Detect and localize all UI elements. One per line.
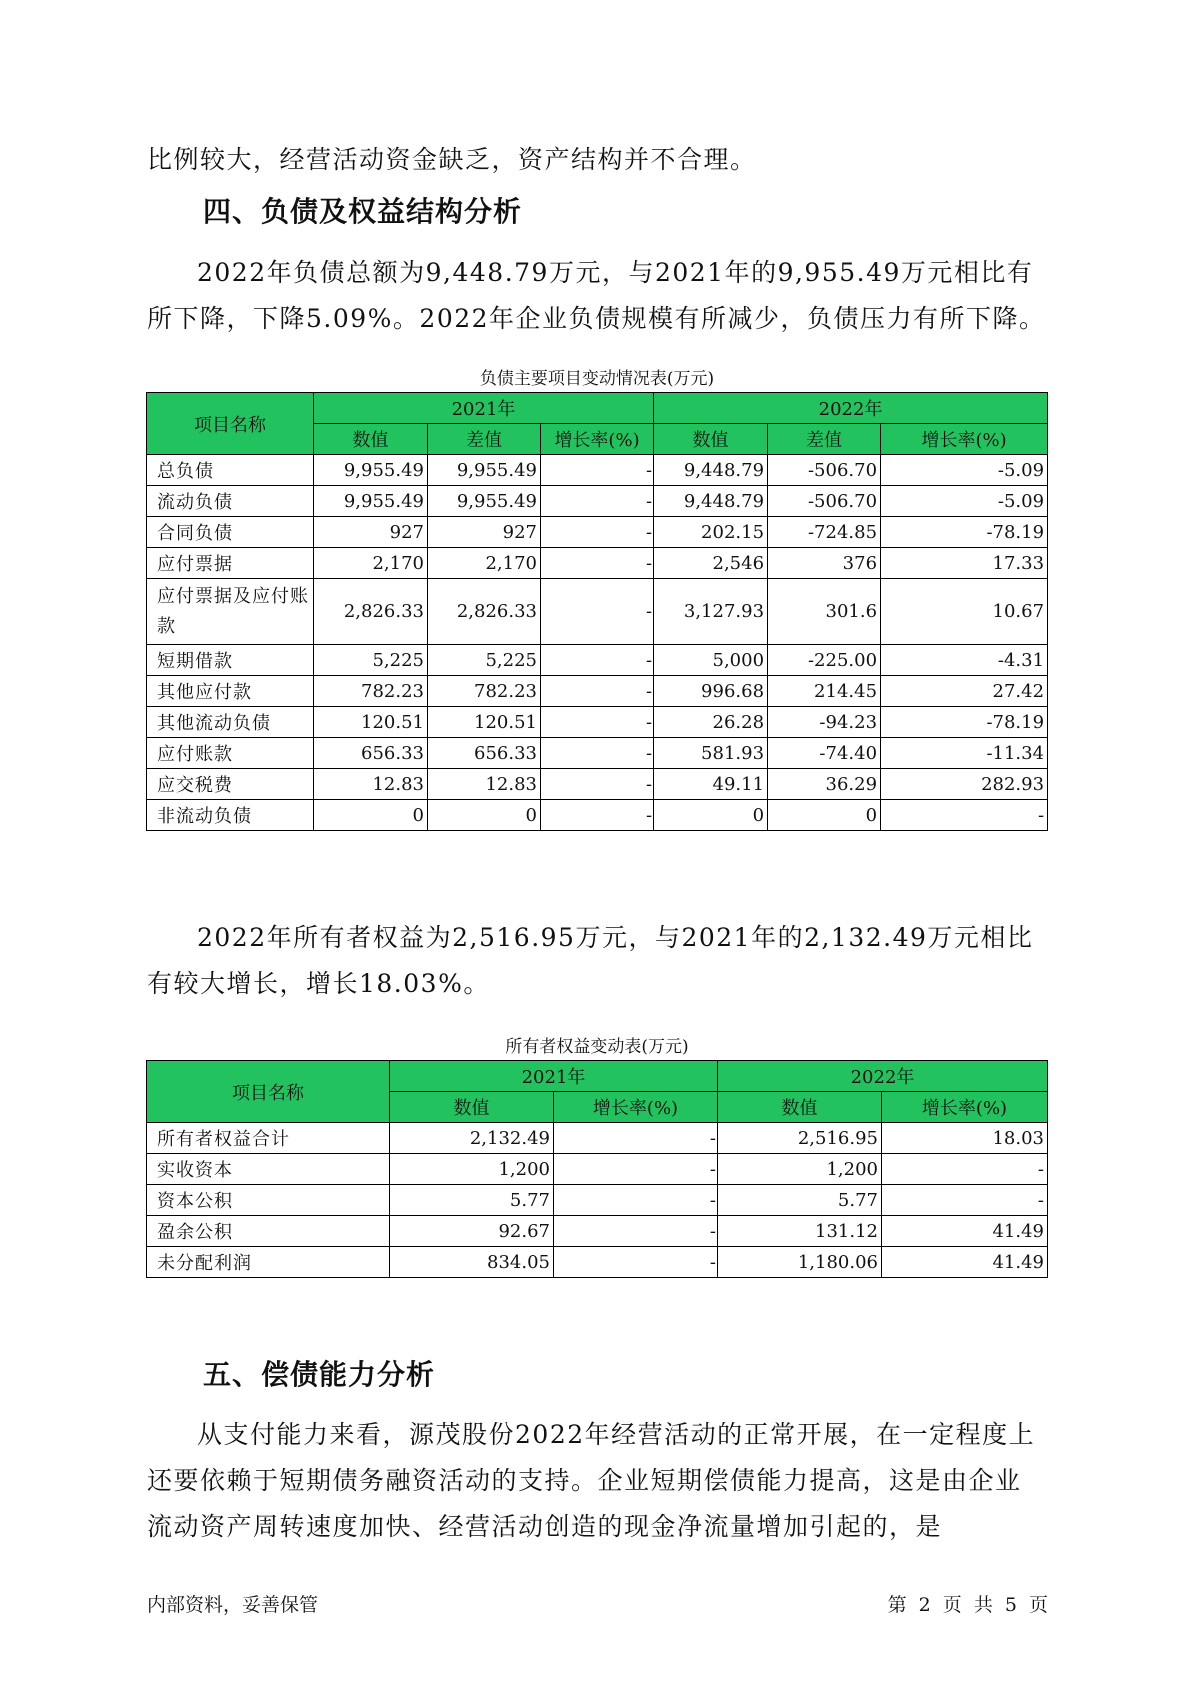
section-heading-liability-equity: 四、负债及权益结构分析 bbox=[203, 195, 523, 228]
cell-growth-2022: 18.03 bbox=[882, 1123, 1048, 1154]
paragraph-intro-tail: 比例较大，经营活动资金缺乏，资产结构并不合理。 bbox=[147, 145, 757, 174]
header-value-2021: 数值 bbox=[314, 424, 428, 455]
cell-diff-2022: -74.40 bbox=[768, 738, 881, 769]
header-year-2021: 2021年 bbox=[390, 1061, 718, 1092]
row-name: 合同负债 bbox=[147, 517, 314, 548]
cell-growth-2022: -11.34 bbox=[881, 738, 1048, 769]
cell-growth-2021: - bbox=[541, 769, 654, 800]
header-growth-2022: 增长率(%) bbox=[881, 424, 1048, 455]
row-name: 其他应付款 bbox=[147, 676, 314, 707]
table-row bbox=[147, 738, 1048, 769]
cell-growth-2021: - bbox=[554, 1247, 718, 1278]
cell-diff-2022: 36.29 bbox=[768, 769, 881, 800]
table-row bbox=[147, 676, 1048, 707]
cell-value-2021: 2,132.49 bbox=[390, 1123, 554, 1154]
row-name: 盈余公积 bbox=[147, 1216, 390, 1247]
cell-value-2022: 0 bbox=[654, 800, 768, 831]
cell-value-2022: 49.11 bbox=[654, 769, 768, 800]
cell-growth-2021: - bbox=[554, 1123, 718, 1154]
cell-value-2021: 2,826.33 bbox=[314, 579, 428, 645]
row-name: 总负债 bbox=[147, 455, 314, 486]
cell-value-2021: 120.51 bbox=[314, 707, 428, 738]
cell-value-2022: 581.93 bbox=[654, 738, 768, 769]
table-row bbox=[147, 800, 1048, 831]
cell-growth-2022: -5.09 bbox=[881, 455, 1048, 486]
cell-value-2022: 26.28 bbox=[654, 707, 768, 738]
cell-diff-2022: 376 bbox=[768, 548, 881, 579]
table-row bbox=[147, 645, 1048, 676]
equity-table bbox=[146, 1060, 1048, 1278]
paragraph-solvency: 从支付能力来看，源茂股份2022年经营活动的正常开展，在一定程度上还要依赖于短期债务融资活动的支持。企业短期偿债能力提高，这是由企业流动资产周转速度加快、经营活动创造的现金净流量增加引起的，是 bbox=[147, 1420, 1036, 1541]
header-value-2021: 数值 bbox=[390, 1092, 554, 1123]
cell-growth-2022: 10.67 bbox=[881, 579, 1048, 645]
cell-value-2021: 834.05 bbox=[390, 1247, 554, 1278]
row-name: 实收资本 bbox=[147, 1154, 390, 1185]
cell-value-2021: 12.83 bbox=[314, 769, 428, 800]
header-item-name: 项目名称 bbox=[147, 393, 314, 455]
cell-growth-2022: - bbox=[881, 800, 1048, 831]
table-row bbox=[147, 517, 1048, 548]
cell-value-2022: 1,200 bbox=[718, 1154, 882, 1185]
cell-diff-2021: 656.33 bbox=[428, 738, 541, 769]
cell-diff-2021: 782.23 bbox=[428, 676, 541, 707]
cell-diff-2021: 9,955.49 bbox=[428, 486, 541, 517]
cell-growth-2022: 41.49 bbox=[882, 1216, 1048, 1247]
cell-diff-2021: 2,170 bbox=[428, 548, 541, 579]
header-diff-2022: 差值 bbox=[768, 424, 881, 455]
cell-diff-2022: -225.00 bbox=[768, 645, 881, 676]
header-growth-2021: 增长率(%) bbox=[541, 424, 654, 455]
row-name: 应付票据及应付账款 bbox=[147, 579, 314, 645]
cell-value-2021: 92.67 bbox=[390, 1216, 554, 1247]
equity-table-caption: 所有者权益变动表(万元) bbox=[505, 1037, 689, 1057]
cell-growth-2022: -4.31 bbox=[881, 645, 1048, 676]
cell-value-2021: 782.23 bbox=[314, 676, 428, 707]
table-row bbox=[147, 579, 1048, 645]
cell-diff-2022: -506.70 bbox=[768, 486, 881, 517]
cell-diff-2022: -506.70 bbox=[768, 455, 881, 486]
cell-value-2021: 0 bbox=[314, 800, 428, 831]
cell-growth-2021: - bbox=[541, 707, 654, 738]
cell-growth-2021: - bbox=[541, 517, 654, 548]
cell-diff-2021: 12.83 bbox=[428, 769, 541, 800]
cell-value-2021: 1,200 bbox=[390, 1154, 554, 1185]
cell-growth-2021: - bbox=[541, 800, 654, 831]
section-heading-solvency: 五、偿债能力分析 bbox=[203, 1358, 436, 1391]
cell-growth-2021: - bbox=[541, 645, 654, 676]
row-name: 应交税费 bbox=[147, 769, 314, 800]
header-growth-2022: 增长率(%) bbox=[882, 1092, 1048, 1123]
header-value-2022: 数值 bbox=[718, 1092, 882, 1123]
cell-diff-2021: 927 bbox=[428, 517, 541, 548]
paragraph-liability-summary: 2022年负债总额为9,448.79万元，与2021年的9,955.49万元相比有所下降，下降5.09%。2022年企业负债规模有所减少，负债压力有所下降。 bbox=[147, 258, 1046, 333]
cell-growth-2021: - bbox=[554, 1216, 718, 1247]
row-name: 应付账款 bbox=[147, 738, 314, 769]
table-row bbox=[147, 1185, 1048, 1216]
header-item-name: 项目名称 bbox=[147, 1061, 390, 1123]
cell-value-2022: 996.68 bbox=[654, 676, 768, 707]
cell-value-2021: 5,225 bbox=[314, 645, 428, 676]
cell-growth-2022: - bbox=[882, 1185, 1048, 1216]
footer-page-number: 第 2 页 共 5 页 bbox=[887, 1594, 1048, 1616]
table-row bbox=[147, 1154, 1048, 1185]
liability-table bbox=[146, 392, 1048, 831]
cell-growth-2022: 17.33 bbox=[881, 548, 1048, 579]
cell-diff-2022: 0 bbox=[768, 800, 881, 831]
cell-growth-2022: 41.49 bbox=[882, 1247, 1048, 1278]
cell-diff-2021: 5,225 bbox=[428, 645, 541, 676]
row-name: 未分配利润 bbox=[147, 1247, 390, 1278]
header-year-2022: 2022年 bbox=[654, 393, 1048, 424]
cell-growth-2021: - bbox=[541, 455, 654, 486]
header-value-2022: 数值 bbox=[654, 424, 768, 455]
header-year-2022: 2022年 bbox=[718, 1061, 1048, 1092]
cell-value-2021: 5.77 bbox=[390, 1185, 554, 1216]
cell-growth-2022: -78.19 bbox=[881, 707, 1048, 738]
cell-value-2022: 202.15 bbox=[654, 517, 768, 548]
cell-value-2022: 1,180.06 bbox=[718, 1247, 882, 1278]
cell-growth-2022: 282.93 bbox=[881, 769, 1048, 800]
table-row bbox=[147, 769, 1048, 800]
cell-growth-2022: -78.19 bbox=[881, 517, 1048, 548]
cell-value-2021: 9,955.49 bbox=[314, 455, 428, 486]
paragraph-equity-summary: 2022年所有者权益为2,516.95万元，与2021年的2,132.49万元相比有较大增长，增长18.03%。 bbox=[147, 923, 1034, 998]
cell-value-2022: 3,127.93 bbox=[654, 579, 768, 645]
cell-value-2021: 9,955.49 bbox=[314, 486, 428, 517]
cell-value-2021: 927 bbox=[314, 517, 428, 548]
cell-diff-2022: 301.6 bbox=[768, 579, 881, 645]
row-name: 所有者权益合计 bbox=[147, 1123, 390, 1154]
row-name: 应付票据 bbox=[147, 548, 314, 579]
row-name: 短期借款 bbox=[147, 645, 314, 676]
cell-diff-2022: 214.45 bbox=[768, 676, 881, 707]
table-row bbox=[147, 1123, 1048, 1154]
cell-diff-2021: 9,955.49 bbox=[428, 455, 541, 486]
cell-growth-2021: - bbox=[541, 486, 654, 517]
cell-value-2022: 9,448.79 bbox=[654, 455, 768, 486]
cell-growth-2021: - bbox=[554, 1154, 718, 1185]
cell-diff-2021: 2,826.33 bbox=[428, 579, 541, 645]
cell-diff-2021: 0 bbox=[428, 800, 541, 831]
header-growth-2021: 增长率(%) bbox=[554, 1092, 718, 1123]
header-diff-2021: 差值 bbox=[428, 424, 541, 455]
table-row bbox=[147, 1216, 1048, 1247]
table-row bbox=[147, 548, 1048, 579]
row-name: 资本公积 bbox=[147, 1185, 390, 1216]
row-name: 其他流动负债 bbox=[147, 707, 314, 738]
cell-value-2022: 5,000 bbox=[654, 645, 768, 676]
cell-growth-2022: 27.42 bbox=[881, 676, 1048, 707]
cell-value-2022: 5.77 bbox=[718, 1185, 882, 1216]
cell-growth-2022: - bbox=[882, 1154, 1048, 1185]
cell-growth-2021: - bbox=[541, 676, 654, 707]
row-name: 流动负债 bbox=[147, 486, 314, 517]
cell-diff-2021: 120.51 bbox=[428, 707, 541, 738]
table-row bbox=[147, 707, 1048, 738]
cell-growth-2021: - bbox=[541, 579, 654, 645]
row-name: 非流动负债 bbox=[147, 800, 314, 831]
cell-value-2021: 2,170 bbox=[314, 548, 428, 579]
cell-growth-2021: - bbox=[541, 738, 654, 769]
cell-growth-2021: - bbox=[541, 548, 654, 579]
table-row bbox=[147, 455, 1048, 486]
cell-value-2022: 9,448.79 bbox=[654, 486, 768, 517]
header-year-2021: 2021年 bbox=[314, 393, 654, 424]
cell-value-2022: 131.12 bbox=[718, 1216, 882, 1247]
liability-table-caption: 负债主要项目变动情况表(万元) bbox=[479, 369, 715, 389]
table-row bbox=[147, 486, 1048, 517]
cell-diff-2022: -94.23 bbox=[768, 707, 881, 738]
cell-value-2021: 656.33 bbox=[314, 738, 428, 769]
cell-value-2022: 2,516.95 bbox=[718, 1123, 882, 1154]
table-row bbox=[147, 1247, 1048, 1278]
cell-growth-2021: - bbox=[554, 1185, 718, 1216]
cell-value-2022: 2,546 bbox=[654, 548, 768, 579]
cell-diff-2022: -724.85 bbox=[768, 517, 881, 548]
cell-growth-2022: -5.09 bbox=[881, 486, 1048, 517]
footer-confidential-note: 内部资料，妥善保管 bbox=[147, 1594, 319, 1616]
